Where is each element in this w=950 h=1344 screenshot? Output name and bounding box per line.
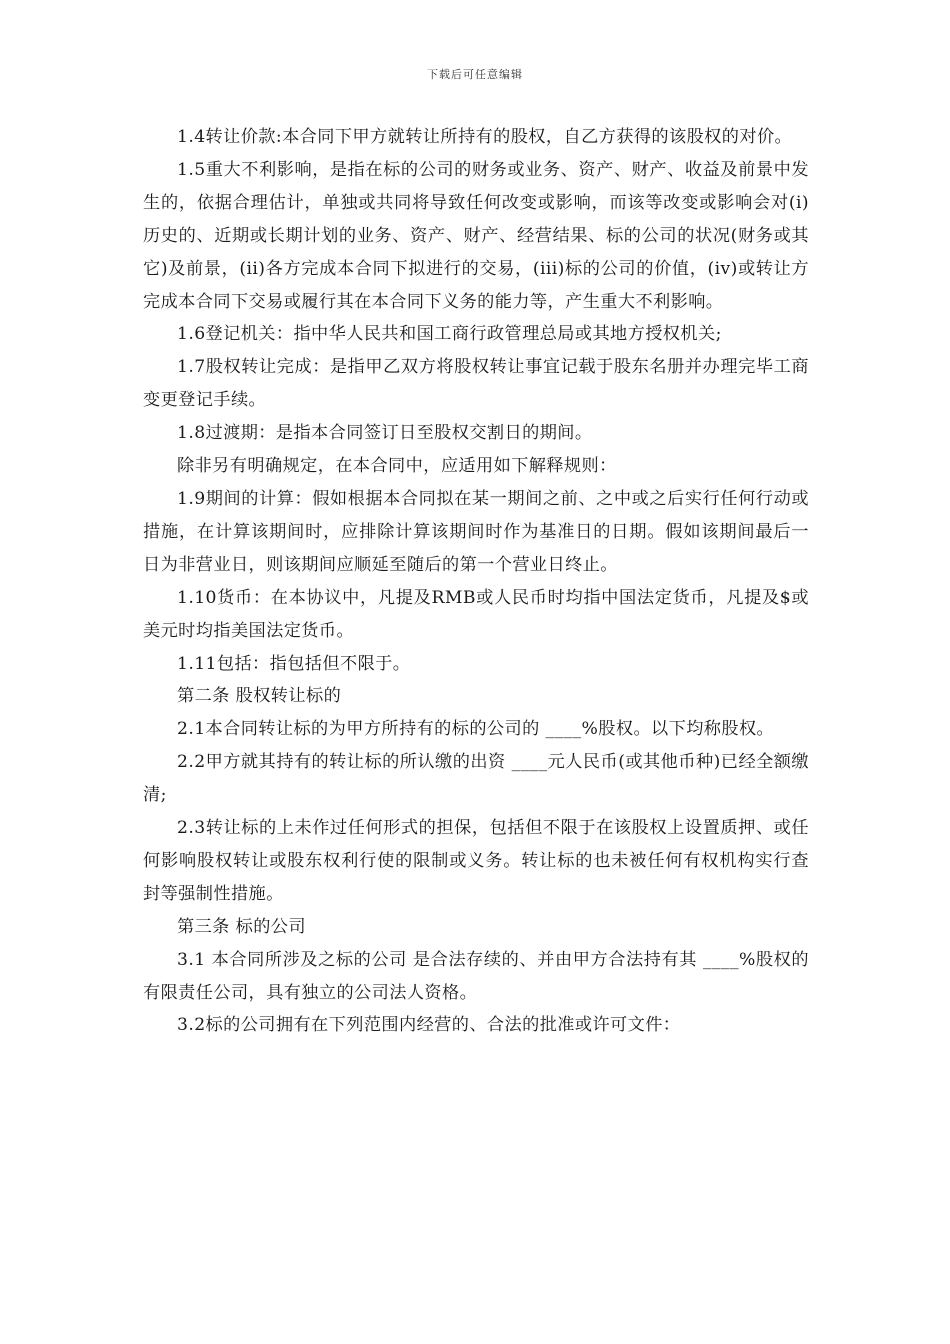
interpretation-rules-intro: 除非另有明确规定，在本合同中，应适用如下解释规则： — [177, 456, 617, 477]
clause-1-6: 1.6登记机关：指中华人民共和国工商行政管理总局或其地方授权机关; — [177, 324, 722, 345]
article-3-heading: 第三条 标的公司 — [177, 916, 306, 937]
article-2-heading: 第二条 股权转让标的 — [177, 686, 342, 707]
clause-1-4: 1.4转让价款:本合同下甲方就转让所持有的股权，自乙方获得的该股权的对价。 — [177, 127, 793, 147]
clause-2-3: 2.3转让标的上未作过任何形式的担保，包括但不限于在该股权上设置质押、或任何影响股权转让或股东权利行使的限制或义务。转让标的也未被任何有权机构实行查封等强制性措施。 — [143, 818, 809, 904]
clause-3-2: 3.2标的公司拥有在下列范围内经营的、合法的批准或许可文件： — [177, 1015, 681, 1036]
clause-1-10: 1.10货币：在本协议中，凡提及RMB或人民币时均指中国法定货币，凡提及$或美元时均指美国法定货币。 — [143, 587, 809, 641]
clause-1-7: 1.7股权转让完成：是指甲乙双方将股权转让事宜记载于股东名册并办理完毕工商变更登记手续。 — [143, 357, 809, 411]
clause-3-1: 3.1 本合同所涉及之标的公司 是合法存续的、并由甲方合法持有其 ____%股权的有限责任公司，具有独立的公司法人资格。 — [143, 949, 809, 1003]
clause-1-8: 1.8过渡期：是指本合同签订日至股权交割日的期间。 — [177, 423, 593, 444]
page-header: 下载后可任意编辑 — [427, 68, 523, 81]
clause-1-11: 1.11包括：指包括但不限于。 — [177, 653, 411, 674]
clause-2-1: 2.1本合同转让标的为甲方所持有的标的公司的 ____%股权。以下均称股权。 — [177, 719, 775, 740]
document-body — [143, 121, 809, 1042]
clause-2-2: 2.2甲方就其持有的转让标的所认缴的出资 ____元人民币(或其他币种)已经全额缴清; — [143, 752, 809, 806]
clause-1-5: 1.5重大不利影响，是指在标的公司的财务或业务、资产、财产、收益及前景中发生的，依据合理估计，单独或共同将导致任何改变或影响，而该等改变或影响会对(i)历史的、近期或长期计划的业务、资产、财产、经营结果、标的公司的状况(财务或其它)及前景，(ii)各方完成本合同下拟进行的交易，(iii)标的公司的价值，(iv)或转让方完成本合同下交易或履行其在本合同下义务的能力等，产生重大不利影响。 — [143, 159, 809, 312]
clause-1-9: 1.9期间的计算：假如根据本合同拟在某一期间之前、之中或之后实行任何行动或措施，在计算该期间时，应排除计算该期间时作为基准日的日期。假如该期间最后一日为非营业日，则该期间应顺延至随后的第一个营业日终止。 — [143, 488, 809, 575]
